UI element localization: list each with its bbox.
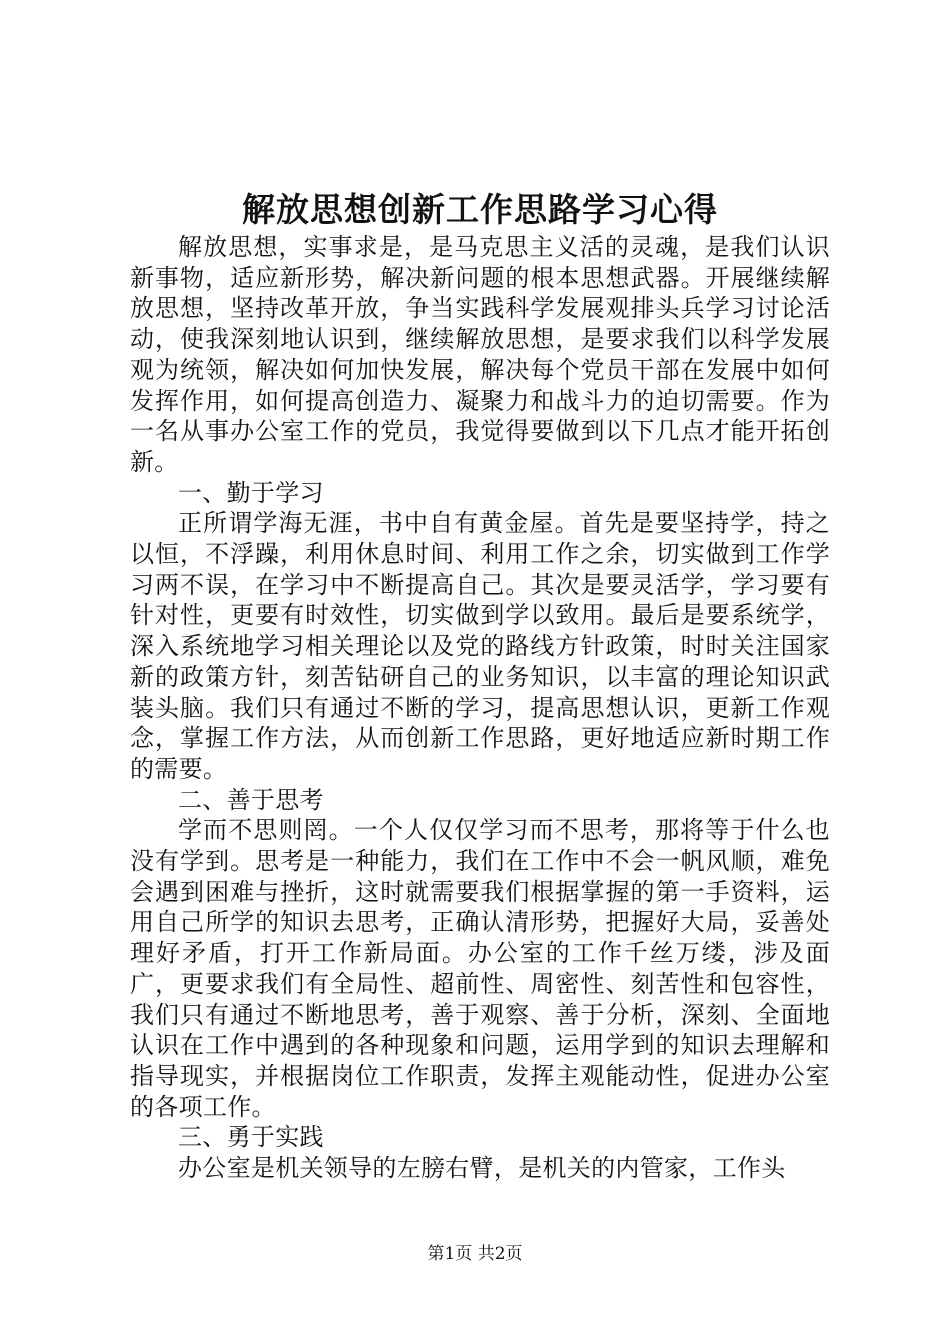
section-paragraph-practice: 办公室是机关领导的左膀右臂，是机关的内管家，工作头 <box>178 1154 786 1183</box>
section-heading-study: 一、勤于学习 <box>178 478 324 507</box>
document-body <box>130 232 830 1184</box>
page-footer <box>0 1242 950 1266</box>
page-total: 共2页 <box>477 1244 523 1264</box>
section-paragraph-study: 正所谓学海无涯，书中自有黄金屋。首先是要坚持学，持之以恒，不浮躁，利用休息时间、利用工作之余，切实做到工作学习两不误，在学习中不断提高自己。其次是要灵活学，学习要有针对性，更要有时效性，切实做到学以致用。最后是要系统学，深入系统地学习相关理论以及党的路线方针政策，时时关注国家新的政策方针，刻苦钻研自己的业务知识，以丰富的理论知识武装头脑。我们只有通过不断的学习，提高思想认识，更新工作观念，掌握工作方法，从而创新工作思路，更好地适应新时期工作的需要。 <box>130 509 830 783</box>
page-title: 解放思想创新工作思路学习心得 <box>242 190 718 229</box>
section-paragraph-think: 学而不思则罔。一个人仅仅学习而不思考，那将等于什么也没有学到。思考是一种能力，我们在工作中不会一帆风顺，难免会遇到困难与挫折，这时就需要我们根据掌握的第一手资料，运用自己所学的知识去思考，正确认清形势，把握好大局，妥善处理好矛盾，打开工作新局面。办公室的工作千丝万缕，涉及面广，更要求我们有全局性、超前性、周密性、刻苦性和包容性，我们只有通过不断地思考，善于观察、善于分析，深刻、全面地认识在工作中遇到的各种现象和问题，运用学到的知识去理解和指导现实，并根据岗位工作职责，发挥主观能动性，促进办公室的各项工作。 <box>130 816 830 1121</box>
intro-paragraph: 解放思想，实事求是，是马克思主义活的灵魂，是我们认识新事物，适应新形势，解决新问题的根本思想武器。开展继续解放思想，坚持改革开放，争当实践科学发展观排头兵学习讨论活动，使我深刻地认识到，继续解放思想，是要求我们以科学发展观为统领，解决如何加快发展，解决每个党员干部在发展中如何发挥作用，如何提高创造力、凝聚力和战斗力的迫切需要。作为一名从事办公室工作的党员，我觉得要做到以下几点才能开拓创新。 <box>130 233 830 476</box>
page-number: 第1页 <box>427 1244 473 1264</box>
section-heading-think: 二、善于思考 <box>178 785 324 814</box>
section-heading-practice: 三、勇于实践 <box>178 1123 324 1152</box>
